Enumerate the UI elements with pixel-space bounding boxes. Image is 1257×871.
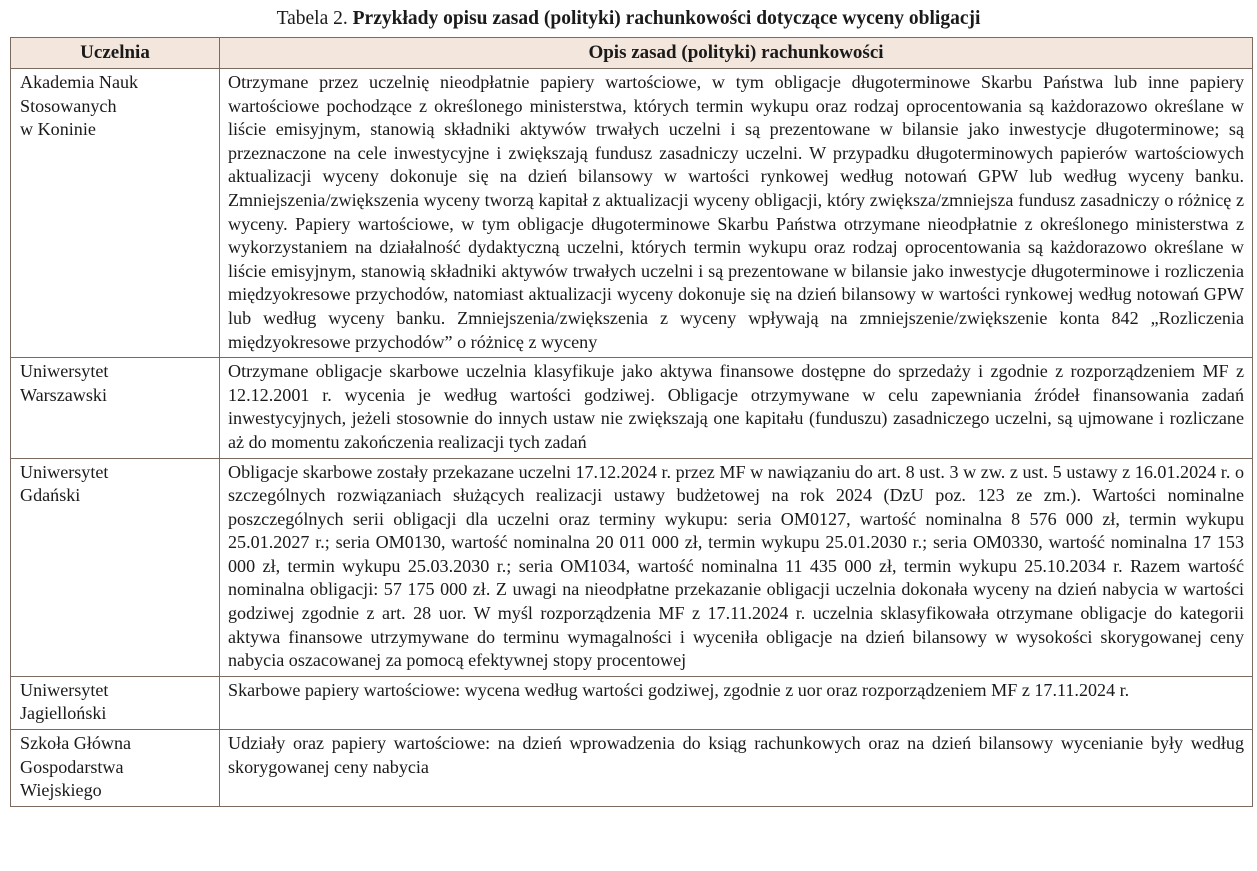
table-row <box>11 676 1253 729</box>
header-description: Opis zasad (polityki) rachunkowości <box>220 38 1253 69</box>
policy-description: Otrzymane obligacje skarbowe uczelnia klasyfikuje jako aktywa finansowe dostępne do sprzedaży i zgodnie z rozporządzeniem MF z 12.12.2001 r. wycenia je według wartości godziwej. Obligacje otrzymywane w celu zapewniania źródeł finansowania zadań inwestycyjnych, jeżeli stosownie do innych ustaw nie zwiększają one kapitału (funduszu) zasadniczego uczelni, są ujmowane i rozliczane aż do momentu zakończenia realizacji tych zadań <box>220 358 1253 458</box>
policy-description: Otrzymane przez uczelnię nieodpłatnie papiery wartościowe, w tym obligacje długoterminowe Skarbu Państwa lub inne papiery wartościowe pochodzące z określonego ministerstwa, których termin wykupu oraz rodzaj oprocentowania są każdorazowo określane w liście emisyjnym, stanowią składniki aktywów trwałych uczelni i są prezentowane w bilansie jako inwestycje długoterminowe; są przeznaczone na cele inwestycyjne i zwiększają fundusz zasadniczy uczelni. W przypadku długoterminowych papierów wartościowych aktualizacji wyceny dokonuje się na dzień bilansowy w wartości rynkowej według notowań GPW lub według wyceny banku. Zmniejszenia/zwiększenia wyceny tworzą kapitał z aktualizacji wyceny obligacji, który zwiększa/zmniejsza fundusz zasadniczy o różnicę z wyceny. Papiery wartościowe, w tym obligacje długoterminowe Skarbu Państwa otrzymane nieodpłatnie z określonego ministerstwa z wykorzystaniem na działalność dydaktyczną uczelni, których termin wykupu oraz rodzaj oprocentowania są każdorazowo określane w liście emisyjnym, stanowią składniki aktywów trwałych uczelni i są prezentowane w bilansie jako inwestycje długoterminowe i rozliczenia międzyokresowe przychodów, natomiast aktualizacji wyceny dokonuje się na dzień bilansowy w wartości rynkowej według notowań GPW lub według wyceny banku. Zmniejszenia/zwiększenia z wyceny wpływają na zmniejszenie/zwiększenie konta 842 „Rozliczenia międzyokresowe przychodów” o różnicę z wyceny <box>220 69 1253 358</box>
policy-description: Skarbowe papiery wartościowe: wycena według wartości godziwej, zgodnie z uor oraz rozporządzeniem MF z 17.11.2024 r. <box>220 676 1253 729</box>
university-cell <box>11 458 220 676</box>
table-row <box>11 458 1253 676</box>
table-row <box>11 358 1253 458</box>
table-header-row <box>11 38 1253 69</box>
university-name-line: Uniwersytet <box>20 361 109 382</box>
university-cell <box>11 730 220 807</box>
university-name-line: Gospodarstwa <box>20 756 124 777</box>
university-name-line: Warszawski <box>20 384 107 405</box>
policy-description: Udziały oraz papiery wartościowe: na dzień wprowadzenia do ksiąg rachunkowych oraz na dzień bilansowy wycenianie były według skorygowanej ceny nabycia <box>220 730 1253 807</box>
university-cell <box>11 69 220 358</box>
university-name-line: Szkoła Główna <box>20 733 132 754</box>
university-name-line: Wiejskiego <box>20 780 102 801</box>
table-row <box>11 730 1253 807</box>
university-cell <box>11 676 220 729</box>
table-row <box>11 69 1253 358</box>
policy-description: Obligacje skarbowe zostały przekazane uczelni 17.12.2024 r. przez MF w nawiązaniu do art. 8 ust. 3 w zw. z ust. 5 ustawy z 16.01.2024 r. o szczególnych rozwiązaniach służących realizacji ustawy budżetowej na rok 2024 (DzU poz. 123 ze zm.). Wartości nominalne poszczególnych serii obligacji dla uczelni oraz terminy wykupu: seria OM0127, wartość nominalna 8 576 000 zł, termin wykupu 25.01.2027 r.; seria OM0130, wartość nominalna 20 011 000 zł, termin wykupu 25.01.2030 r.; seria OM0330, wartość nominalna 17 153 000 zł, termin wykupu 25.03.2030 r.; seria OM1034, wartość nominalna 11 435 000 zł, termin wykupu 25.10.2034 r. Razem wartość nominalna obligacji: 57 175 000 zł. Z uwagi na nieodpłatne przekazanie obligacji uczelnia dokonała wyceny na dzień nabycia w wartości godziwej zgodnie z art. 28 uor. W myśl rozporządzenia MF z 17.11.2024 r. uczelnia sklasyfikowała otrzymane obligacje do kategorii aktywa finansowe utrzymywane do terminu wymagalności i wyceniła obligacje na dzień bilansowy w wysokości skorygowanej ceny nabycia oszacowanej za pomocą efektywnej stopy procentowej <box>220 458 1253 676</box>
university-name-line: Uniwersytet <box>20 461 109 482</box>
table-caption <box>0 7 1257 31</box>
caption-prefix: Tabela 2. <box>276 8 348 29</box>
university-name-line: Jagielloński <box>20 703 107 724</box>
accounting-policy-table <box>10 37 1253 807</box>
header-university: Uczelnia <box>11 38 220 69</box>
university-name-line: w Koninie <box>20 119 96 140</box>
caption-title: Przykłady opisu zasad (polityki) rachunkowości dotyczące wyceny obligacji <box>352 8 981 29</box>
university-name-line: Uniwersytet <box>20 679 109 700</box>
university-name-line: Akademia Nauk <box>20 72 139 92</box>
university-cell <box>11 358 220 458</box>
university-name-line: Gdański <box>20 485 81 506</box>
university-name-line: Stosowanych <box>20 95 117 116</box>
